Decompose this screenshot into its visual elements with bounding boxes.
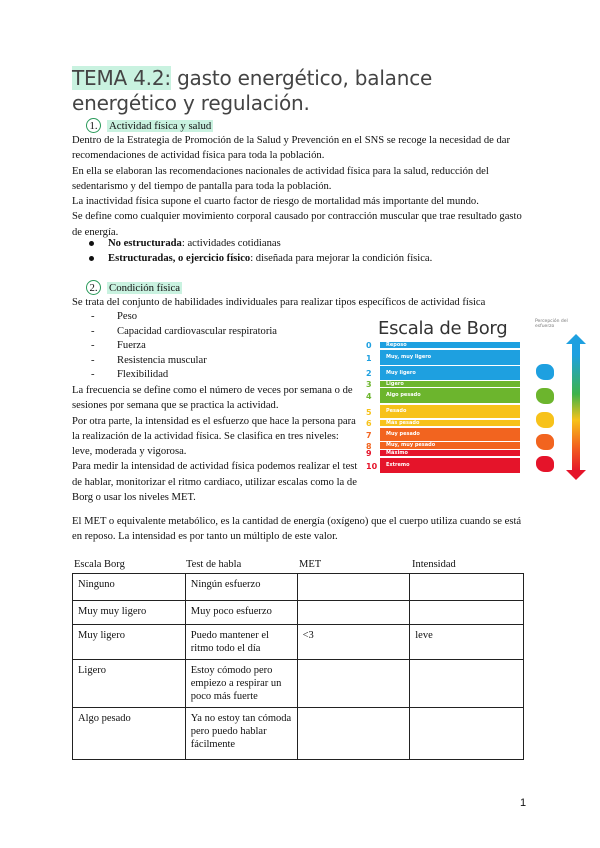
borg-level (360, 350, 520, 365)
table-cell: leve (410, 625, 524, 660)
table-cell: <3 (297, 625, 410, 660)
table-cell (410, 601, 524, 625)
borg-level (360, 420, 520, 426)
list-item: - Capacidad cardiovascular respiratoria (72, 325, 352, 340)
list-item: - Fuerza (72, 339, 352, 354)
level-number: 6 (366, 419, 372, 428)
bullet-bold: Estructuradas, o ejercicio físico (108, 253, 251, 264)
section-number: 1. (86, 118, 101, 133)
face-icon (536, 388, 554, 404)
table-row (73, 625, 524, 660)
header-test-habla: Test de habla (186, 559, 242, 570)
borg-level (360, 381, 520, 387)
paragraph: En ella se elaboran las recomendaciones nacionales de actividad física para la salud, reducción del sedentarismo y del tiempo de pantalla para toda la población. (72, 165, 489, 192)
section-2-heading (86, 280, 182, 295)
level-label: Reposo (386, 341, 407, 348)
face-icon (536, 434, 554, 450)
section-label: Actividad física y salud (109, 120, 212, 132)
table-row (73, 574, 524, 601)
borg-level (360, 405, 520, 418)
borg-level (360, 342, 520, 348)
level-label: Muy pesado (386, 431, 420, 437)
table-cell: Ligero (73, 660, 186, 708)
table-cell: Ninguno (73, 574, 186, 601)
table-headers (72, 559, 532, 573)
gradient-arrow-icon (572, 342, 580, 472)
bullet-item (72, 236, 532, 251)
level-number: 4 (366, 391, 372, 401)
level-label: Ligero (386, 380, 404, 387)
level-number: 5 (366, 407, 372, 417)
section-1-body (72, 133, 532, 240)
table-cell: Ya no estoy tan cómoda pero puedo hablar fácilmente (185, 708, 297, 760)
borg-level (360, 366, 520, 380)
table-cell (410, 708, 524, 760)
level-number: 9 (366, 449, 372, 458)
table-cell (297, 574, 410, 601)
list-item: - Peso (72, 310, 352, 325)
table-row (73, 601, 524, 625)
level-label: Máximo (386, 449, 408, 456)
paragraph: Para medir la intensidad de actividad física podemos realizar el test de hablar, monitorizar el ritmo cardiaco, utilizar escalas como la de Borg o usar los niveles MET. (72, 461, 358, 504)
level-number: 10 (366, 461, 378, 471)
borg-level (360, 428, 520, 441)
borg-level (360, 450, 520, 456)
paragraph: Dentro de la Estrategia de Promoción de la Salud y Prevención en el SNS se recoge la necesidad de dar recomendaciones de actividad física para toda la población. (72, 135, 511, 162)
paragraph: La frecuencia se define como el número de veces por semana o de sesiones por semana que se practica la actividad. (72, 385, 353, 412)
paragraph: Se define como cualquier movimiento corporal causado por contracción muscular que trae resultado gasto de energía. (72, 211, 522, 238)
level-number: 3 (366, 380, 372, 389)
level-label: Muy, muy pesado (386, 442, 436, 448)
level-label: Más pesado (386, 419, 420, 426)
borg-level (360, 458, 520, 473)
level-number: 2 (366, 369, 372, 378)
section-1-heading (86, 118, 213, 133)
table-cell (410, 660, 524, 708)
section-2-intro: Se trata del conjunto de habilidades individuales para realizar tipos específicos de actividad física (72, 297, 486, 308)
page-number: 1 (520, 797, 527, 809)
borg-scale-image (360, 316, 592, 478)
table-cell: Muy muy ligero (73, 601, 186, 625)
section-label: Condición física (109, 282, 181, 294)
bullet-bold: No estructurada (108, 238, 182, 249)
level-label: Muy, muy ligero (386, 354, 432, 360)
table-cell: Muy ligero (73, 625, 186, 660)
face-icon (536, 364, 554, 380)
section-number: 2. (86, 280, 101, 295)
table-cell (410, 574, 524, 601)
bullet-text: : diseñada para mejorar la condición física. (250, 253, 433, 264)
level-number: 1 (366, 353, 372, 363)
section-2-body (72, 383, 360, 505)
header-met: MET (299, 559, 322, 570)
level-label: Muy ligero (386, 369, 416, 376)
borg-level (360, 442, 520, 449)
list-item: - Flexibilidad (72, 368, 352, 383)
table-cell (297, 601, 410, 625)
level-number: 8 (366, 441, 372, 451)
dash-list (72, 310, 352, 383)
paragraph: Por otra parte, la intensidad es el esfuerzo que hace la persona para la realización de la actividad física. Se clasifica en tres niveles: leve, moderada y vigorosa. (72, 415, 356, 458)
borg-subtitle: Percepción del esfuerzo (535, 319, 568, 329)
borg-title: Escala de Borg (378, 318, 508, 339)
level-label: Extremo (386, 462, 410, 468)
table-row (73, 660, 524, 708)
face-icon (536, 456, 554, 472)
paragraph: La inactividad física supone el cuarto factor de riesgo de mortalidad más importante del mundo. (72, 196, 479, 208)
table-cell: Puedo mantener el ritmo todo el día (185, 625, 297, 660)
page-title (72, 66, 542, 116)
list-item: - Resistencia muscular (72, 354, 352, 369)
borg-level (360, 388, 520, 403)
borg-table (72, 573, 524, 760)
table-cell: Estoy cómodo pero empiezo a respirar un poco más fuerte (185, 660, 297, 708)
level-number: 0 (366, 341, 372, 350)
table-cell: Ningún esfuerzo (185, 574, 297, 601)
title-highlight: TEMA 4.2: (72, 66, 171, 90)
bullet-text: : actividades cotidianas (181, 238, 281, 249)
table-cell (297, 660, 410, 708)
table-cell (297, 708, 410, 760)
table-row (73, 708, 524, 760)
table-cell: Muy poco esfuerzo (185, 601, 297, 625)
bullet-list (72, 236, 532, 266)
met-paragraph: El MET o equivalente metabólico, es la cantidad de energía (oxígeno) que el cuerpo utiliza cuando se está en reposo. La intensidad es por tanto un múltiplo de este valor. (72, 516, 522, 543)
header-escala-borg: Escala Borg (74, 559, 125, 570)
table-cell: Algo pesado (73, 708, 186, 760)
title-text: gasto energético, balance energético y regulación. (72, 66, 433, 115)
face-icon (536, 412, 554, 428)
level-label: Algo pesado (386, 392, 421, 398)
bullet-item (72, 251, 532, 266)
level-number: 7 (366, 430, 372, 440)
level-label: Pesado (386, 408, 407, 414)
header-intensidad: Intensidad (412, 559, 456, 570)
